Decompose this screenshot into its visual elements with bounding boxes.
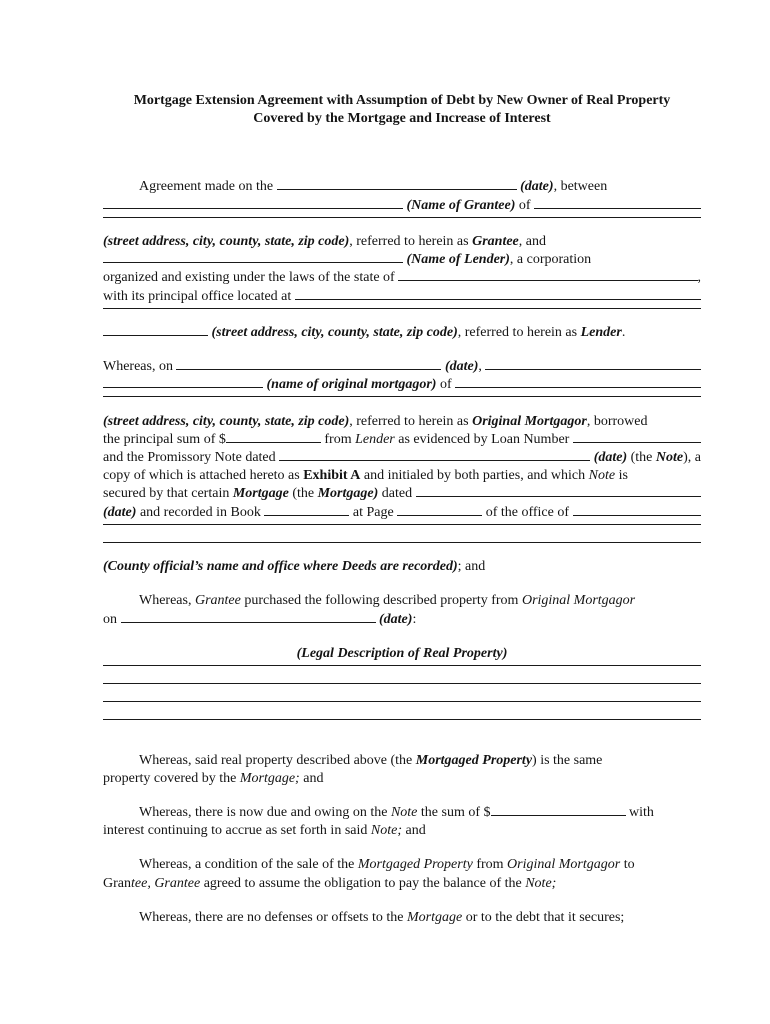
paragraph-legal-description	[103, 645, 701, 736]
fill-in-blank	[103, 215, 701, 218]
text-line	[103, 522, 701, 540]
text-line	[103, 467, 701, 485]
text-run: Mortgage)	[317, 486, 379, 502]
text-run: (Name of Grantee)	[406, 197, 516, 213]
text-run: Whereas, there are no defenses or offsets to the	[139, 909, 407, 925]
text-run: (street address, city, county, state, zip code)	[103, 233, 350, 249]
text-line	[103, 717, 701, 735]
text-run: ; and	[457, 559, 486, 575]
text-run: and recorded in Book	[136, 504, 265, 520]
text-run: (date)	[103, 504, 137, 520]
text-run: Note	[655, 450, 684, 466]
text-line	[103, 358, 701, 376]
text-run: is	[615, 468, 628, 484]
fill-in-blank	[103, 663, 701, 666]
text-run: Whereas, on	[103, 359, 177, 375]
text-line	[103, 178, 701, 196]
text-run: and	[299, 770, 324, 786]
fill-in-blank	[534, 206, 701, 209]
document-body	[103, 178, 701, 927]
text-run: Mortgaged Property	[357, 857, 473, 873]
text-run: the sum of $	[417, 805, 491, 821]
text-line	[103, 770, 701, 788]
text-run: from	[472, 857, 508, 873]
text-run: , a corporation	[509, 252, 592, 268]
text-run: organized and existing under the laws of the state of	[103, 270, 399, 286]
text-run: Original Mortgagor	[521, 593, 636, 609]
text-line	[103, 197, 701, 215]
text-run: purchased the following described property from	[240, 593, 522, 609]
document-title-line-1: Mortgage Extension Agreement with Assumption of Debt by New Owner of Real Property	[133, 93, 671, 108]
text-line	[103, 540, 701, 558]
text-line	[103, 504, 701, 522]
text-line	[103, 288, 701, 306]
text-run: , and	[518, 233, 546, 249]
text-run: (date)	[379, 611, 413, 627]
paragraph-opening-parties	[103, 178, 701, 342]
text-run: of the office of	[482, 504, 573, 520]
paragraph-whereas-assumption	[103, 856, 701, 892]
text-run: Whereas, there is now due and owing on the	[139, 805, 391, 821]
text-line	[103, 875, 701, 893]
text-run: Grantee	[194, 593, 241, 609]
text-run: (Name of Lender)	[406, 252, 510, 268]
text-run: ), a	[683, 450, 701, 466]
text-line	[103, 306, 701, 324]
text-run: from	[320, 431, 356, 447]
fill-in-blank	[455, 385, 701, 388]
text-line	[103, 699, 701, 717]
text-run: (name of original mortgagor)	[266, 377, 437, 393]
text-run: Lender	[580, 324, 622, 340]
text-run: on	[103, 611, 121, 627]
text-run: Original Mortgagor	[472, 413, 587, 429]
fill-in-blank	[573, 513, 701, 516]
text-run: agreed to assume the obligation to pay the balance of the	[200, 875, 526, 891]
paragraph-whereas-same-property	[103, 752, 701, 788]
text-run: ,	[697, 270, 701, 286]
text-run: .	[621, 324, 626, 340]
text-run: Whereas, said real property described above (the	[139, 752, 416, 768]
text-run: secured by that certain	[103, 486, 233, 502]
fill-in-blank	[279, 458, 590, 461]
text-line	[103, 376, 701, 394]
fill-in-blank	[103, 522, 701, 525]
text-line	[103, 909, 701, 927]
text-run: (County official’s name and office where Deeds are recorded)	[103, 559, 458, 575]
fill-in-blank	[103, 681, 701, 684]
text-run: Exhibit A	[303, 468, 361, 484]
text-run: (the	[627, 450, 656, 466]
text-run: the principal sum of $	[103, 431, 226, 447]
fill-in-blank	[573, 440, 701, 443]
text-run: with	[625, 805, 654, 821]
text-run: interest continuing to accrue as set forth in said	[103, 823, 371, 839]
text-line	[103, 752, 701, 770]
text-run: ,	[478, 359, 486, 375]
text-run: copy of which is attached hereto as	[103, 468, 304, 484]
text-run: (Legal Description of Real Property)	[296, 645, 508, 661]
fill-in-blank	[103, 699, 701, 702]
text-run: , borrowed	[586, 413, 648, 429]
text-line	[103, 431, 701, 449]
fill-in-blank	[103, 206, 403, 209]
document-title	[103, 92, 701, 128]
text-line	[103, 449, 701, 467]
text-run: of	[436, 377, 456, 393]
text-run: Whereas,	[139, 593, 195, 609]
text-run: , referred to herein as	[349, 233, 473, 249]
text-line	[103, 251, 701, 269]
text-run: of	[515, 197, 535, 213]
fill-in-blank	[103, 540, 701, 543]
text-line	[103, 681, 701, 699]
paragraph-whereas-original-loan	[103, 358, 701, 576]
text-run: , referred to herein as	[457, 324, 581, 340]
text-line	[103, 856, 701, 874]
text-run: Note	[588, 468, 616, 484]
text-line	[103, 645, 701, 663]
text-run: as evidenced by Loan Number	[394, 431, 573, 447]
fill-in-blank	[103, 333, 208, 336]
text-line	[103, 215, 701, 233]
text-run: Note;	[370, 823, 402, 839]
fill-in-blank	[416, 494, 701, 497]
fill-in-blank	[485, 367, 701, 370]
fill-in-blank	[103, 306, 701, 309]
text-run: , referred to herein as	[349, 413, 473, 429]
text-run: Note;	[525, 875, 557, 891]
text-run: and	[401, 823, 426, 839]
text-line	[103, 413, 701, 431]
text-run: (date)	[444, 359, 479, 375]
text-run: :	[412, 611, 417, 627]
text-run: tee, Grantee	[131, 875, 201, 891]
text-run: with its principal office located at	[103, 288, 295, 304]
text-line	[103, 611, 701, 629]
fill-in-blank	[491, 813, 626, 816]
text-run: at Page	[349, 504, 398, 520]
text-run: (date)	[520, 179, 554, 195]
text-run: (the	[288, 486, 318, 502]
text-line	[103, 233, 701, 251]
text-run: (street address, city, county, state, zip code)	[103, 413, 350, 429]
text-run: dated	[378, 486, 416, 502]
text-line	[103, 592, 701, 610]
text-run: Original Mortgagor	[507, 857, 621, 873]
text-line	[103, 394, 701, 412]
text-line	[103, 663, 701, 681]
text-run: property covered by the	[103, 770, 240, 786]
text-run: ) is the same	[532, 752, 603, 768]
fill-in-blank	[398, 278, 697, 281]
paragraph-whereas-grantee-purchased	[103, 592, 701, 628]
text-line	[103, 804, 701, 822]
text-run: and initialed by both parties, and which	[360, 468, 589, 484]
text-line	[103, 324, 701, 342]
fill-in-blank	[103, 394, 701, 397]
document-title-line-2: Covered by the Mortgage and Increase of Interest	[253, 111, 551, 127]
text-line	[103, 485, 701, 503]
text-run: and the Promissory Note dated	[103, 450, 280, 466]
fill-in-blank	[103, 260, 403, 263]
text-line	[103, 822, 701, 840]
text-run: or to the debt that it secures;	[462, 909, 625, 925]
text-run: Mortgage	[406, 909, 463, 925]
text-run: Whereas, a condition of the sale of the	[139, 857, 358, 873]
text-line	[103, 558, 701, 576]
text-run: Lender	[355, 431, 395, 447]
fill-in-blank	[277, 187, 517, 190]
text-run: (date)	[593, 450, 628, 466]
fill-in-blank	[226, 440, 321, 443]
paragraph-whereas-amount-due	[103, 804, 701, 840]
paragraph-whereas-no-defenses	[103, 909, 701, 927]
fill-in-blank	[103, 385, 263, 388]
fill-in-blank	[121, 620, 376, 623]
text-run: Gran	[103, 875, 131, 891]
text-run: Agreement made on the	[139, 179, 277, 195]
text-run: Mortgage	[232, 486, 289, 502]
text-run: , between	[553, 179, 608, 195]
fill-in-blank	[176, 367, 441, 370]
text-run: to	[620, 857, 635, 873]
text-run: Mortgage;	[239, 770, 300, 786]
text-run: Grantee	[472, 233, 519, 249]
text-line	[103, 269, 701, 287]
fill-in-blank	[397, 513, 482, 516]
text-run: Note	[390, 805, 418, 821]
fill-in-blank	[264, 513, 349, 516]
fill-in-blank	[103, 717, 701, 720]
fill-in-blank	[295, 297, 701, 300]
text-run: (street address, city, county, state, zip code)	[211, 324, 458, 340]
text-run: Mortgaged Property	[415, 752, 533, 768]
